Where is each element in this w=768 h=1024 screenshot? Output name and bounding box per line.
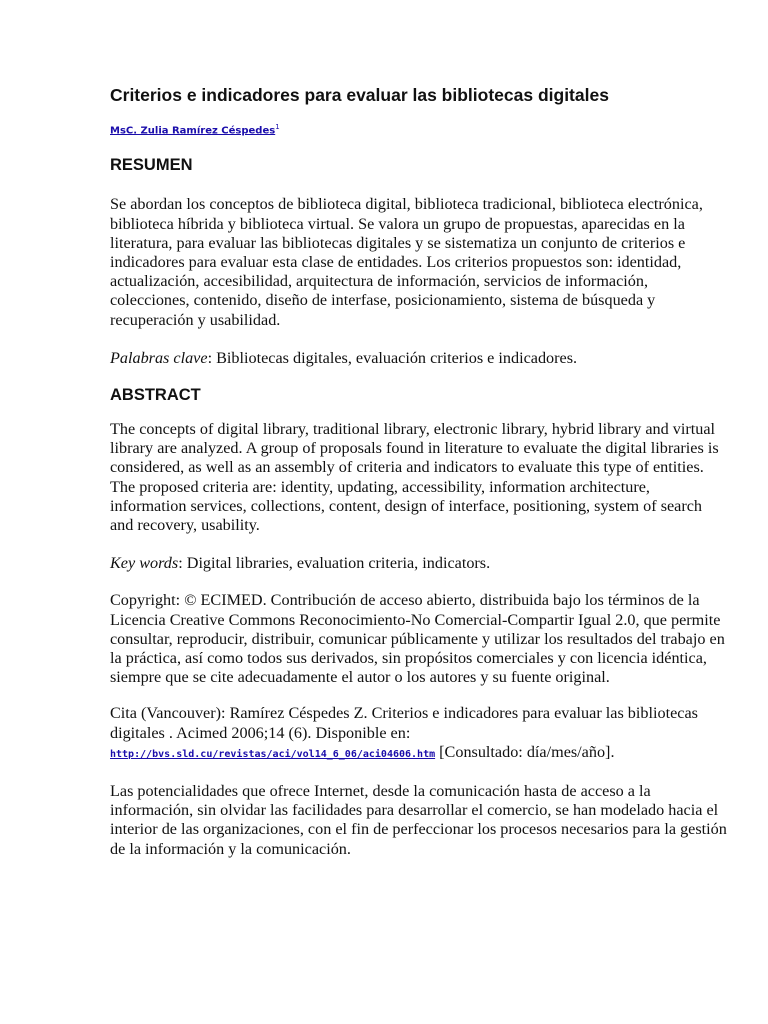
citation-consulted-text: [Consultado: día/mes/año]. (435, 742, 615, 761)
palabras-clave-paragraph (110, 349, 728, 368)
author-link[interactable]: MsC. Zulia Ramírez Céspedes (110, 125, 276, 137)
resumen-paragraph: Se abordan los conceptos de biblioteca digital, biblioteca tradicional, biblioteca electrónica, biblioteca híbrida y biblioteca virtual. Se valora un grupo de propuestas, aparecidas en la literatura, para evaluar las bibliotecas digitales y se sistematiza un conjunto de criterios e indicadores para evaluar esta clase de entidades. Los criterios propuestos son: identidad, actualización, accesibilidad, arquitectura de información, servicios de información, colecciones, contenido, diseño de interfase, posicionamiento, sistema de búsqueda y recuperación y usabilidad. (110, 195, 703, 329)
resumen-heading: RESUMEN (110, 156, 193, 175)
key-words-text: : Digital libraries, evaluation criteria, indicators. (178, 554, 491, 573)
key-words-paragraph (110, 554, 728, 573)
palabras-clave-label: Palabras clave (110, 348, 208, 367)
citation-paragraph (110, 704, 728, 764)
abstract-heading: ABSTRACT (110, 385, 201, 404)
intro-paragraph: Las potencialidades que ofrece Internet, desde la comunicación hasta de acceso a la información, sin olvidar las facilidades para desarrollar el comercio, se han modelado hacia el interior de las organizaciones, con el fin de perfeccionar los procesos necesarios para la gestión de la información y la comunicación. (110, 782, 727, 858)
citation-text: Cita (Vancouver): Ramírez Céspedes Z. Criterios e indicadores para evaluar las bibliotecas digitales . Acimed 2006;14 (6). Disponible en: (110, 704, 698, 742)
document-title: Criterios e indicadores para evaluar las bibliotecas digitales (110, 85, 609, 105)
author-footnote-marker[interactable]: 1 (275, 123, 280, 131)
palabras-clave-text: : Bibliotecas digitales, evaluación criterios e indicadores. (207, 348, 578, 367)
citation-url-link[interactable]: http://bvs.sld.cu/revistas/aci/vol14_6_06/aci04606.htm (110, 748, 436, 760)
copyright-paragraph: Copyright: © ECIMED. Contribución de acceso abierto, distribuida bajo los términos de la Licencia Creative Commons Reconocimiento-No Comercial-Compartir Igual 2.0, que permite consultar, reproducir, distribuir, comunicar públicamente y utilizar los resultados del trabajo en la práctica, así como todos sus derivados, sin propósitos comerciales y con licencia idéntica, siempre que se cite adecuadamente el autor o los autores y su fuente original. (110, 591, 725, 687)
abstract-paragraph: The concepts of digital library, traditional library, electronic library, hybrid library and virtual library are analyzed. A group of proposals found in literature to evaluate the digital libraries is considered, as well as an assembly of criteria and indicators to evaluate this type of entities. The proposed criteria are: identity, updating, accessibility, information architecture, information services, collections, content, design of interface, positioning, system of search and recovery, usability. (110, 419, 719, 534)
key-words-label: Key words (110, 554, 179, 573)
author-line (110, 121, 728, 137)
